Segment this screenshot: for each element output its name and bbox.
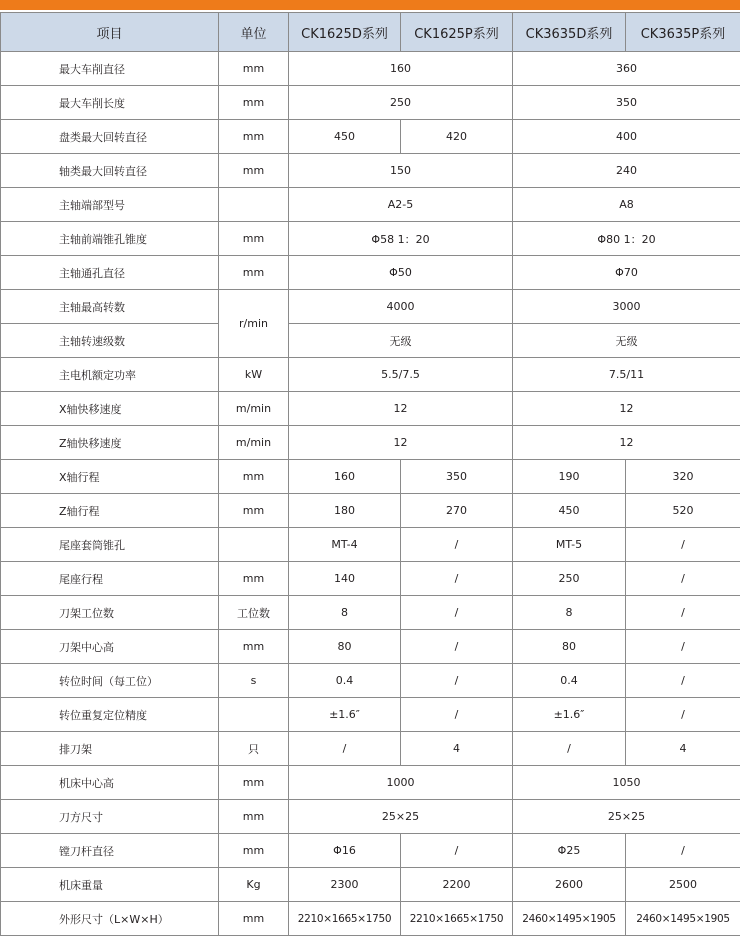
row-value: 4 bbox=[401, 732, 513, 766]
row-label: X轴行程 bbox=[1, 460, 219, 494]
header-item: 项目 bbox=[1, 13, 219, 52]
table-row bbox=[1, 324, 740, 358]
row-value: 4000 bbox=[289, 290, 513, 324]
row-unit: mm bbox=[219, 222, 289, 256]
row-value: 2200 bbox=[401, 868, 513, 902]
spec-table bbox=[0, 12, 740, 936]
table-row bbox=[1, 86, 740, 120]
row-value: 3000 bbox=[513, 290, 740, 324]
table-row bbox=[1, 494, 740, 528]
row-value: 150 bbox=[289, 154, 513, 188]
table-row bbox=[1, 732, 740, 766]
row-value: / bbox=[626, 664, 740, 698]
row-value: 80 bbox=[513, 630, 626, 664]
row-value: / bbox=[626, 630, 740, 664]
row-value: Φ25 bbox=[513, 834, 626, 868]
row-value: 250 bbox=[289, 86, 513, 120]
row-label: 尾座行程 bbox=[1, 562, 219, 596]
row-value: 2300 bbox=[289, 868, 401, 902]
row-unit: mm bbox=[219, 902, 289, 936]
row-label: 主轴端部型号 bbox=[1, 188, 219, 222]
row-label: 刀方尺寸 bbox=[1, 800, 219, 834]
table-row bbox=[1, 800, 740, 834]
row-value: Φ80 1：20 bbox=[513, 222, 740, 256]
table-row bbox=[1, 256, 740, 290]
row-label: 机床重量 bbox=[1, 868, 219, 902]
row-value: 4 bbox=[626, 732, 740, 766]
row-value: / bbox=[626, 698, 740, 732]
row-value: 7.5/11 bbox=[513, 358, 740, 392]
row-label: 刀架工位数 bbox=[1, 596, 219, 630]
row-label: 排刀架 bbox=[1, 732, 219, 766]
row-value: 160 bbox=[289, 52, 513, 86]
header-model-4: CK3635P系列 bbox=[626, 13, 740, 52]
table-row bbox=[1, 834, 740, 868]
table-row bbox=[1, 528, 740, 562]
header-row bbox=[1, 13, 740, 52]
table-row bbox=[1, 426, 740, 460]
table-row bbox=[1, 902, 740, 936]
row-unit bbox=[219, 698, 289, 732]
row-unit: mm bbox=[219, 86, 289, 120]
row-value: 320 bbox=[626, 460, 740, 494]
row-value: 5.5/7.5 bbox=[289, 358, 513, 392]
table-row bbox=[1, 392, 740, 426]
row-value: ±1.6″ bbox=[513, 698, 626, 732]
row-value: MT-5 bbox=[513, 528, 626, 562]
row-value: / bbox=[626, 834, 740, 868]
row-value: 8 bbox=[513, 596, 626, 630]
row-value: 0.4 bbox=[289, 664, 401, 698]
row-value: / bbox=[401, 596, 513, 630]
row-value: 250 bbox=[513, 562, 626, 596]
row-value: / bbox=[401, 528, 513, 562]
table-row bbox=[1, 766, 740, 800]
row-value: 140 bbox=[289, 562, 401, 596]
table-row bbox=[1, 596, 740, 630]
row-value: 420 bbox=[401, 120, 513, 154]
row-value: 12 bbox=[289, 426, 513, 460]
row-value: 12 bbox=[289, 392, 513, 426]
row-label: 转位重复定位精度 bbox=[1, 698, 219, 732]
row-unit bbox=[219, 528, 289, 562]
row-unit: mm bbox=[219, 52, 289, 86]
table-row bbox=[1, 664, 740, 698]
row-value: 520 bbox=[626, 494, 740, 528]
table-row bbox=[1, 222, 740, 256]
table-row bbox=[1, 630, 740, 664]
row-unit: mm bbox=[219, 766, 289, 800]
row-label: 主轴前端锥孔锥度 bbox=[1, 222, 219, 256]
row-value: Φ50 bbox=[289, 256, 513, 290]
row-label: 刀架中心高 bbox=[1, 630, 219, 664]
row-unit: s bbox=[219, 664, 289, 698]
table-row bbox=[1, 120, 740, 154]
row-value: 12 bbox=[513, 392, 740, 426]
row-unit: mm bbox=[219, 562, 289, 596]
row-value: 0.4 bbox=[513, 664, 626, 698]
accent-divider bbox=[0, 10, 740, 11]
row-unit: m/min bbox=[219, 392, 289, 426]
row-unit: 只 bbox=[219, 732, 289, 766]
row-value: / bbox=[401, 630, 513, 664]
row-unit: Kg bbox=[219, 868, 289, 902]
row-value: 2460×1495×1905 bbox=[626, 902, 740, 936]
row-value: 2600 bbox=[513, 868, 626, 902]
row-value: 2210×1665×1750 bbox=[401, 902, 513, 936]
row-label: 外形尺寸（L×W×H） bbox=[1, 902, 219, 936]
row-unit: mm bbox=[219, 154, 289, 188]
row-label: 主轴最高转数 bbox=[1, 290, 219, 324]
row-unit: mm bbox=[219, 494, 289, 528]
row-value: 8 bbox=[289, 596, 401, 630]
accent-bar bbox=[0, 0, 740, 10]
row-value: / bbox=[401, 698, 513, 732]
table-row bbox=[1, 358, 740, 392]
row-value: 160 bbox=[289, 460, 401, 494]
row-value: 无级 bbox=[289, 324, 513, 358]
row-label: 机床中心高 bbox=[1, 766, 219, 800]
row-label: 镗刀杆直径 bbox=[1, 834, 219, 868]
row-value: / bbox=[513, 732, 626, 766]
row-value: 180 bbox=[289, 494, 401, 528]
row-value: 1050 bbox=[513, 766, 740, 800]
row-unit: mm bbox=[219, 834, 289, 868]
row-value: 80 bbox=[289, 630, 401, 664]
row-label: 最大车削长度 bbox=[1, 86, 219, 120]
row-value: 350 bbox=[513, 86, 740, 120]
row-value: / bbox=[626, 528, 740, 562]
table-row bbox=[1, 290, 740, 324]
row-unit: mm bbox=[219, 800, 289, 834]
row-label: 最大车削直径 bbox=[1, 52, 219, 86]
row-value: 12 bbox=[513, 426, 740, 460]
row-label: X轴快移速度 bbox=[1, 392, 219, 426]
table-row bbox=[1, 188, 740, 222]
row-unit: mm bbox=[219, 120, 289, 154]
row-value: / bbox=[626, 596, 740, 630]
row-unit: r/min bbox=[219, 290, 289, 358]
row-label: Z轴快移速度 bbox=[1, 426, 219, 460]
table-row bbox=[1, 154, 740, 188]
row-value: 270 bbox=[401, 494, 513, 528]
table-row bbox=[1, 52, 740, 86]
row-label: 主轴通孔直径 bbox=[1, 256, 219, 290]
row-value: Φ70 bbox=[513, 256, 740, 290]
header-model-1: CK1625D系列 bbox=[289, 13, 401, 52]
row-value: / bbox=[401, 834, 513, 868]
row-value: 190 bbox=[513, 460, 626, 494]
row-value: ±1.6″ bbox=[289, 698, 401, 732]
row-label: 尾座套筒锥孔 bbox=[1, 528, 219, 562]
row-value: Φ58 1：20 bbox=[289, 222, 513, 256]
row-value: 25×25 bbox=[289, 800, 513, 834]
row-value: MT-4 bbox=[289, 528, 401, 562]
row-value: 360 bbox=[513, 52, 740, 86]
header-unit: 单位 bbox=[219, 13, 289, 52]
row-label: 轴类最大回转直径 bbox=[1, 154, 219, 188]
row-unit: 工位数 bbox=[219, 596, 289, 630]
row-value: 2460×1495×1905 bbox=[513, 902, 626, 936]
row-value: / bbox=[626, 562, 740, 596]
row-unit: kW bbox=[219, 358, 289, 392]
row-label: 转位时间（每工位） bbox=[1, 664, 219, 698]
row-value: 350 bbox=[401, 460, 513, 494]
row-value: 450 bbox=[513, 494, 626, 528]
row-value: 400 bbox=[513, 120, 740, 154]
header-model-2: CK1625P系列 bbox=[401, 13, 513, 52]
table-row bbox=[1, 698, 740, 732]
row-value: / bbox=[289, 732, 401, 766]
row-unit bbox=[219, 188, 289, 222]
row-value: / bbox=[401, 664, 513, 698]
row-unit: m/min bbox=[219, 426, 289, 460]
row-value: 无级 bbox=[513, 324, 740, 358]
row-label: 主轴转速级数 bbox=[1, 324, 219, 358]
row-label: 盘类最大回转直径 bbox=[1, 120, 219, 154]
row-label: Z轴行程 bbox=[1, 494, 219, 528]
row-value: / bbox=[401, 562, 513, 596]
row-unit: mm bbox=[219, 630, 289, 664]
row-value: 25×25 bbox=[513, 800, 740, 834]
row-value: A2-5 bbox=[289, 188, 513, 222]
row-value: A8 bbox=[513, 188, 740, 222]
table-row bbox=[1, 868, 740, 902]
row-unit: mm bbox=[219, 460, 289, 494]
row-label: 主电机额定功率 bbox=[1, 358, 219, 392]
table-row bbox=[1, 562, 740, 596]
row-value: 240 bbox=[513, 154, 740, 188]
row-value: 2210×1665×1750 bbox=[289, 902, 401, 936]
row-value: 2500 bbox=[626, 868, 740, 902]
row-value: 1000 bbox=[289, 766, 513, 800]
row-value: Φ16 bbox=[289, 834, 401, 868]
row-unit: mm bbox=[219, 256, 289, 290]
header-model-3: CK3635D系列 bbox=[513, 13, 626, 52]
table-row bbox=[1, 460, 740, 494]
row-value: 450 bbox=[289, 120, 401, 154]
